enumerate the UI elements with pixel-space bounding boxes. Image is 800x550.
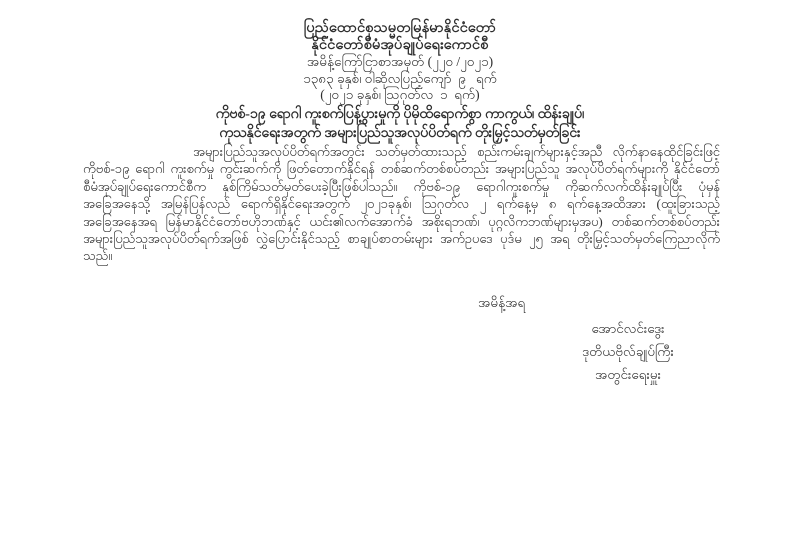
order-number-line: အမိန့်ကြော်ငြာစာအမှတ် (၂၂၀ /၂၀၂၁) [306,54,494,69]
gregorian-calendar-date: (၂၀၂၁ ခုနှစ်၊ ဩဂုတ်လ ၁ ရက်) [320,87,480,102]
document-title [0,106,800,143]
state-name-heading: ပြည်ထောင်စုသမ္မတမြန်မာနိုင်ငံတော် [303,20,497,36]
document-title-line2: ကုသနိုင်ရေးအတွက် အများပြည်သူအလုပ်ပိတ်ရက် တိုးမြှင့်သတ်မှတ်ခြင်း [219,125,581,141]
letterhead [0,20,800,104]
by-order-label: အမိန့်အရ [478,295,526,310]
signatory-name: အောင်လင်းဒွေး [591,321,665,336]
body-paragraph: အများပြည်သူအလုပ်ပိတ်ရက်အတွင်း သတ်မှတ်ထားသည့် စည်းကမ်းချက်များနှင့်အညီ လိုက်နာနေထိုင်ခြင်းဖြင့် ကိုဗစ်-၁၉ ရောဂါ ကူးစက်မှု ကွင်းဆက်ကို ဖြတ်တောက်နိုင်ရန် တစ်ဆက်တစ်စပ်တည်း အများပြည်သူ အလုပ်ပိတ်ရက်များကို နိုင်ငံတော်စီမံအုပ်ချုပ်ရေးကောင်စီက နှစ်ကြိမ်သတ်မှတ်ပေးခဲ့ပြီးဖြစ်ပါသည်။ ကိုဗစ်-၁၉ ရောဂါကူးစက်မှု ကိုဆက်လက်ထိန်းချုပ်ပြီး ပုံမှန်အခြေအနေသို့ အမြန်ပြန်လည် ရောက်ရှိနိုင်ရေးအတွက် ၂၀၂၁ခုနှစ်၊ ဩဂုတ်လ ၂ ရက်နေ့မှ ၈ ရက်နေ့အထိအား (ထူးခြားသည့်အခြေအနေအရ မြန်မာနိုင်ငံတော်ဗဟိုဘဏ်နှင့် ယင်း၏လက်အောက်ခံ အစိုးရဘဏ်၊ ပုဂ္ဂလိကဘဏ်များမှအပ) တစ်ဆက်တစ်စပ်တည်းအများပြည်သူအလုပ်ပိတ်ရက်အဖြစ် လွှဲပြောင်းနိုင်သည့် စာချုပ်စာတမ်းများ အက်ဥပဒေ ပုဒ်မ ၂၅ အရ တိုးမြှင့်သတ်မှတ်ကြေညာလိုက်သည်။ [83,144,720,264]
signatory-rank: ဒုတိယဗိုလ်ချုပ်ကြီး [582,344,674,359]
myanmar-calendar-date: ၁၃၈၃ ခုနှစ်၊ ဝါဆိုလပြည့်ကျော် ၉ ရက် [303,70,497,86]
signature-block [528,317,728,386]
document-title-line1: ကိုဗစ်-၁၉ ရောဂါ ကူးစက်ပြန့်ပွားမှုကို ပိုမိုထိရောက်စွာ ကာကွယ်၊ ထိန်းချုပ်၊ [215,107,585,122]
signatory-role: အတွင်းရေးမှူး [594,367,662,382]
council-name-heading: နိုင်ငံတော်စီမံအုပ်ချုပ်ရေးကောင်စီ [311,37,489,53]
